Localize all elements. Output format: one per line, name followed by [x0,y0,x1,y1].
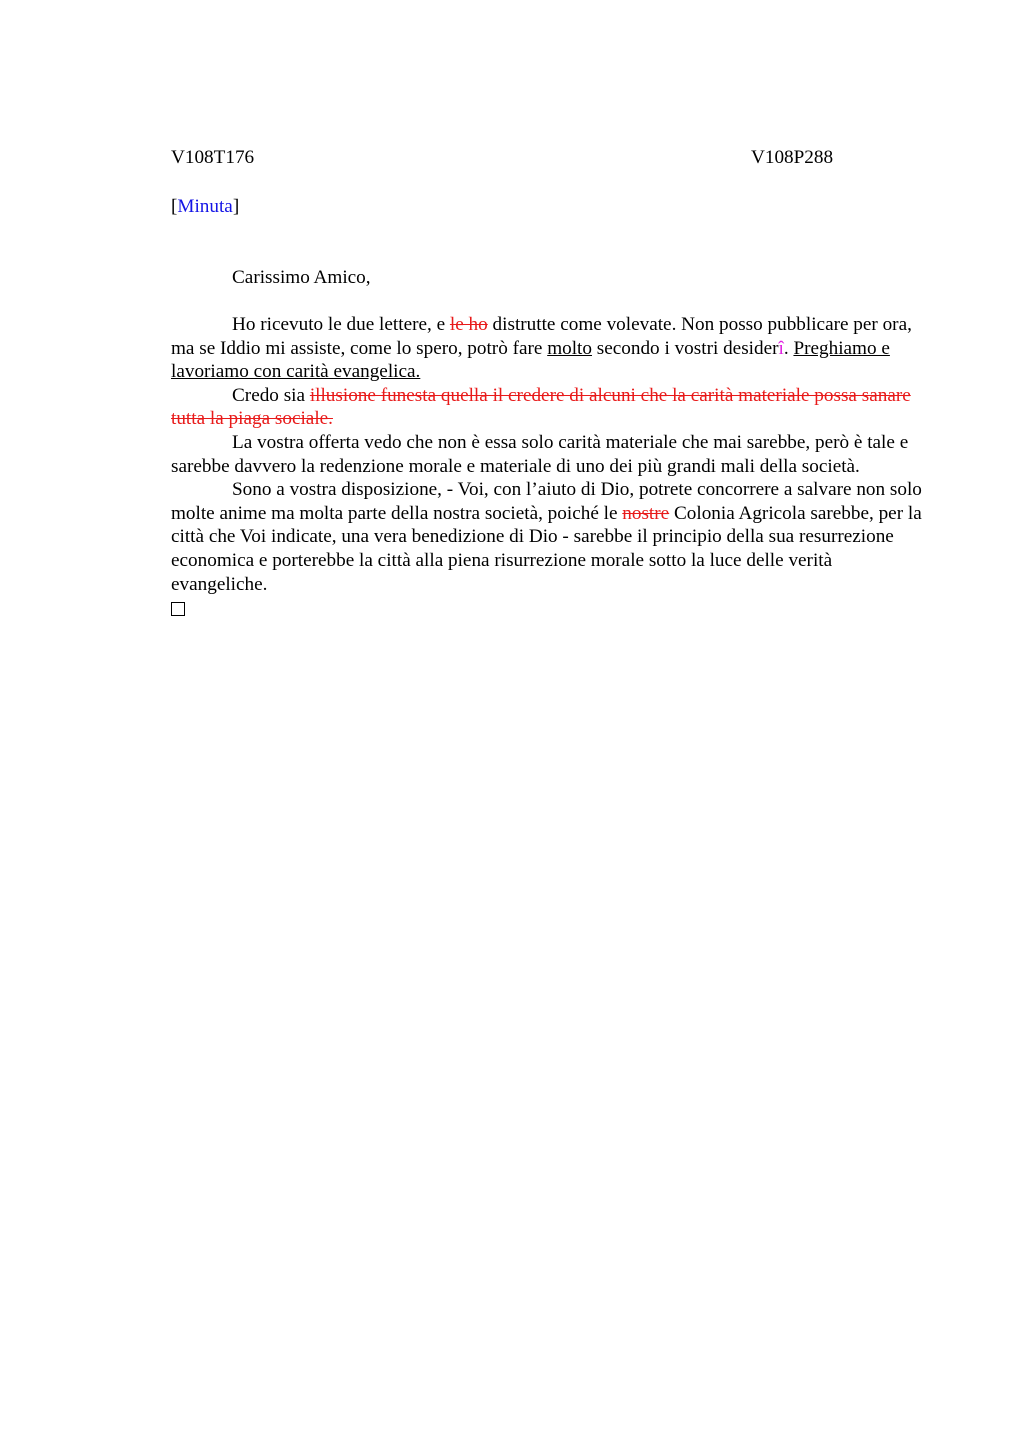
draft-label-text: Minuta [177,196,233,217]
checkbox-square [171,602,185,616]
text-run: Colonia Agricola sarebbe, per la città che Voi indicate, una vera benedizione di Dio - sarebbe il principio della sua resurrezione economica e porterebbe la città alla piena risurrezione morale sotto la luce delle verità evangeliche. [171,502,922,595]
underlined-text: molto [547,337,592,359]
text-run: La vostra offerta vedo che non è essa solo carità materiale che mai sarebbe, però è tale e sarebbe davvero la redenzione morale e materiale di uno dei più grandi mali della società. [171,431,909,477]
text-run: Credo sia [232,384,310,406]
text-run: distrutte come volevate. Non posso pubblicare per ora, ma se Iddio mi assiste, come lo spero, potrò fare [171,314,912,359]
paragraph-3 [171,431,931,478]
close-bracket: ] [232,196,240,217]
paragraph-1 [171,313,931,384]
text-run: Sono a vostra disposizione, - Voi, con l’aiuto di Dio, potrete concorrere a salvare non solo molte anime ma molta parte della nostra società, poiché le [171,479,922,524]
paragraph-4 [171,478,931,596]
paragraph-2 [171,384,931,431]
letter-body [171,313,931,623]
draft-label [171,195,239,219]
document-code-right: V108P288 [751,147,834,168]
open-bracket: [ [171,196,178,217]
letter-greeting: Carissimo Amico, [232,267,371,288]
text-run: secondo i vostri desider [591,337,779,359]
underlined-text: Preghiamo e lavoriamo con carità evangelica. [171,337,890,383]
deleted-text: illusione funesta quella il credere di alcuni che la carità materiale possa sanare tutta la piaga sociale. [171,384,911,430]
text-run: . [783,337,794,359]
text-run: Ho ricevuto le due lettere, e [232,314,450,335]
deleted-text: nostre [622,502,670,524]
inserted-character: î [778,337,784,359]
deleted-text: le ho [449,314,488,335]
document-code-left: V108T176 [171,147,255,168]
